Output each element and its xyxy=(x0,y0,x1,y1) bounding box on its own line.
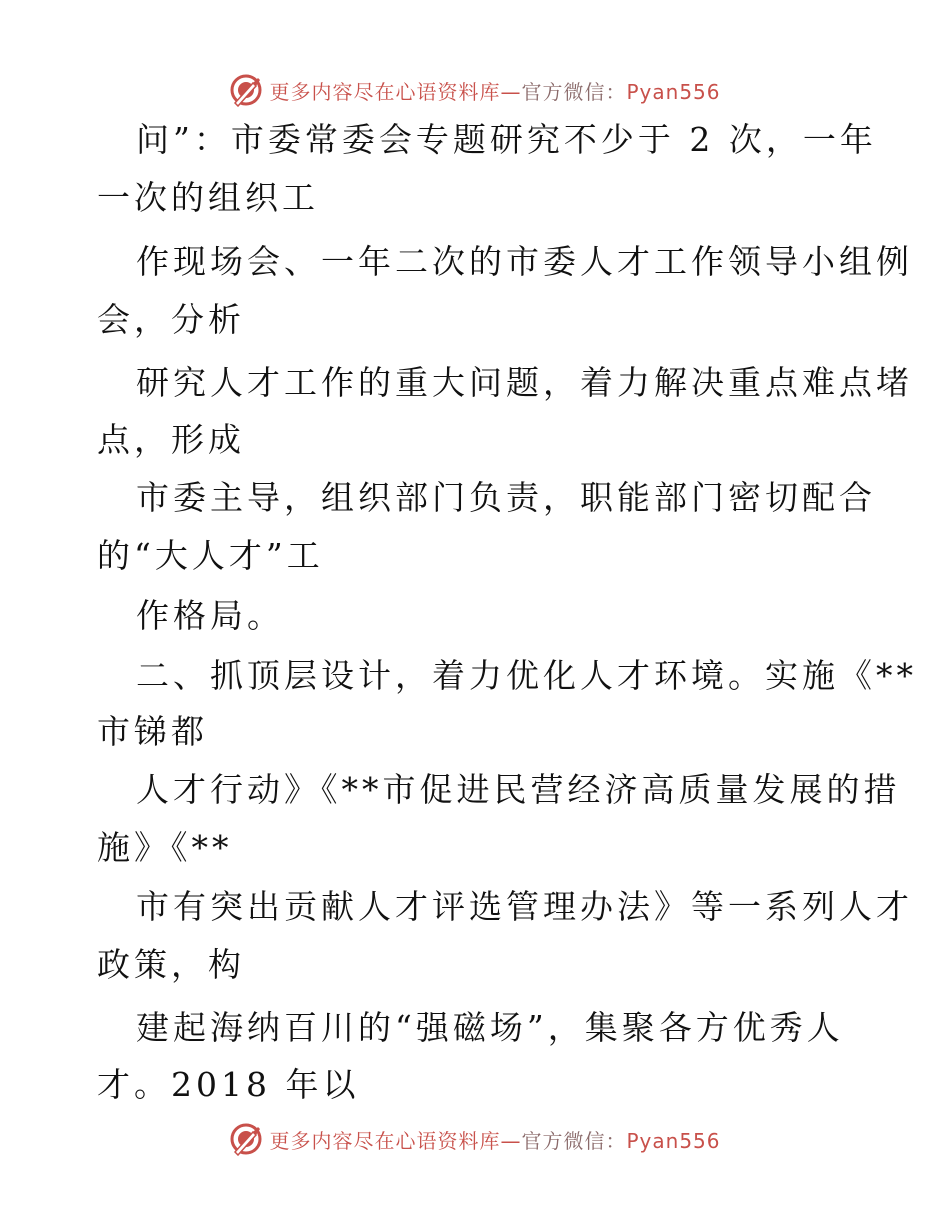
footer-banner xyxy=(0,1119,950,1159)
body-line: 点，形成 xyxy=(97,420,245,459)
body-line: 施》《** xyxy=(97,828,233,867)
footer-site-text: 更多内容尽在心语资料库 xyxy=(269,1128,501,1153)
footer-wechat-label: 官方微信： xyxy=(521,1128,627,1153)
body-line: 建起海纳百川的“强磁场”，集聚各方优秀人 xyxy=(136,1008,844,1047)
body-line: 才。2018 年以 xyxy=(97,1065,360,1104)
footer-separator: — xyxy=(500,1128,522,1153)
body-line: 市锑都 xyxy=(97,712,208,751)
header-site-text: 更多内容尽在心语资料库 xyxy=(269,79,501,104)
body-line: 问”：市委常委会专题研究不少于 2 次，一年 xyxy=(136,120,877,159)
body-line: 的“大人才”工 xyxy=(97,536,324,575)
header-wechat-id: Pyan556 xyxy=(626,79,721,104)
footer-wechat-id: Pyan556 xyxy=(626,1128,721,1153)
body-line: 二、抓顶层设计，着力优化人才环境。实施《** xyxy=(136,656,917,695)
body-line: 会，分析 xyxy=(97,300,245,339)
pen-logo-icon xyxy=(229,73,263,107)
body-line: 人才行动》《**市促进民营经济高质量发展的措 xyxy=(136,770,901,809)
body-line: 政策，构 xyxy=(97,945,245,984)
header-wechat-label: 官方微信： xyxy=(521,79,627,104)
header-separator: — xyxy=(500,79,522,104)
body-line: 作格局。 xyxy=(136,596,284,635)
header-banner-text xyxy=(269,76,720,105)
body-line: 市委主导，组织部门负责，职能部门密切配合 xyxy=(136,478,876,517)
header-banner xyxy=(0,70,950,110)
body-line: 一次的组织工 xyxy=(97,178,319,217)
pen-logo-icon xyxy=(229,1122,263,1156)
body-line: 研究人才工作的重大问题，着力解决重点难点堵 xyxy=(136,363,913,402)
body-line: 作现场会、一年二次的市委人才工作领导小组例 xyxy=(136,242,913,281)
footer-banner-text xyxy=(269,1125,720,1154)
body-line: 市有突出贡献人才评选管理办法》等一系列人才 xyxy=(136,887,913,926)
